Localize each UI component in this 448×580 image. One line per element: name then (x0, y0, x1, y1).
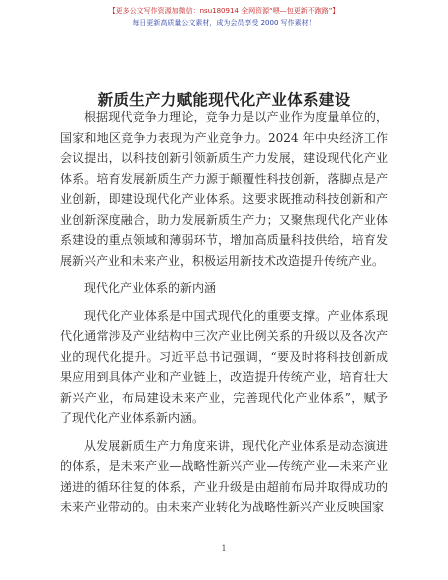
paragraph-3: 从发展新质生产力角度来讲，现代化产业体系是动态演进的体系，是未来产业—战略性新兴产业—传统产业—未来产业递进的循环往复的体系，产业升级是由超前布局并取得成功的未来产业带动的。由未来产业转化为战略性新兴产业反映国家 (60, 438, 388, 514)
banner-line-1: 【更多公文写作资源加微信：nsu180914 全网资源“喂—包更新不跑路”】 (108, 7, 340, 15)
banner-line-2: 每日更新高质量公文素材，成为会员享受 2000 写作素材！ (132, 19, 316, 27)
document-body (60, 107, 388, 525)
paragraph-1: 根据现代竞争力理论，竞争力是以产业作为度量单位的，国家和地区竞争力表现为产业竞争力。2024 年中央经济工作会议提出，以科技创新引领新质生产力发展，建设现代化产业体系。培育发展新质生产力源于颠覆性科技创新，落脚点是产业创新，即建设现代化产业体系。这要求既推动科技创新和产业创新深度融合，助力发展新质生产力；又聚焦现代化产业体系建设的重点领域和薄弱环节，增加高质量科技供给，培育发展新兴产业和未来产业，积极运用新技术改造提升传统产业。 (60, 110, 388, 268)
header-banner (0, 5, 448, 29)
document-title: 新质生产力赋能现代化产业体系建设 (97, 90, 351, 109)
paragraph-2: 现代化产业体系是中国式现代化的重要支撑。产业体系现代化通常涉及产业结构中三次产业比例关系的升级以及各次产业的现代化提升。习近平总书记强调，“要及时将科技创新成果应用到具体产业和产业链上，改造提升传统产业，培育壮大新兴产业，布局建设未来产业，完善现代化产业体系”，赋予了现代化产业体系新内涵。 (60, 308, 388, 425)
section-heading: 现代化产业体系的新内涵 (84, 281, 217, 295)
page-number: 1 (221, 544, 227, 553)
